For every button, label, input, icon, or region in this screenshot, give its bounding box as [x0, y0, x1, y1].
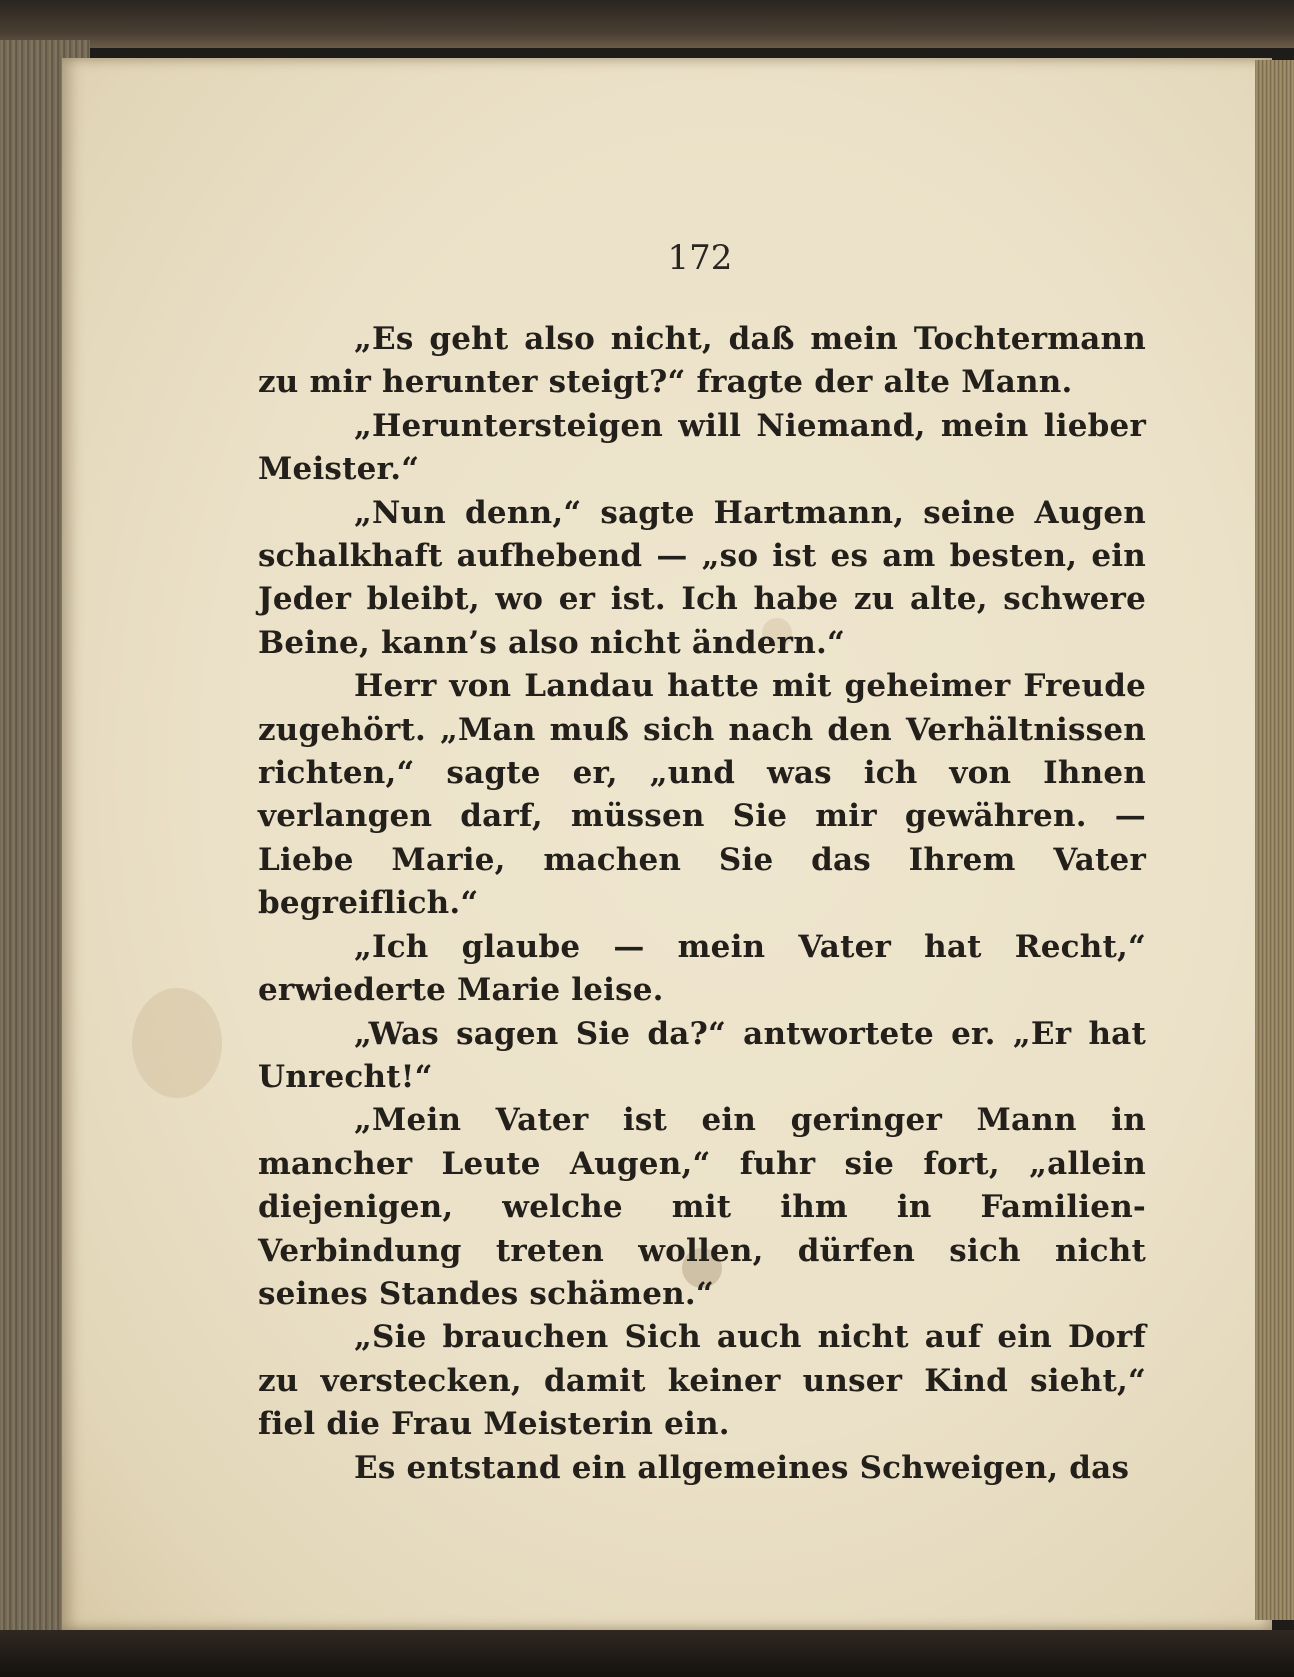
paragraph: „Heruntersteigen will Niemand, mein lieber Meister.“: [258, 407, 1146, 488]
paragraph: „Nun denn,“ sagte Hartmann, seine Augen schalkhaft aufhebend — „so ist es am besten, ein Jeder bleibt, wo er ist. Ich habe zu alte, schwere Beine, kann’s also nicht ändern.“: [258, 494, 1146, 661]
book-bottom-edge: [0, 1630, 1294, 1677]
paragraph: „Was sagen Sie da?“ antwortete er. „Er hat Unrecht!“: [258, 1015, 1146, 1095]
page-number: 172: [667, 238, 733, 278]
paragraph: Herr von Landau hatte mit geheimer Freude zugehört. „Man muß sich nach den Verhältnissen richten,“ sagte er, „und was ich von Ihnen verlangen darf, müssen Sie mir gewähren. — Liebe Marie, machen Sie das Ihrem Vater begreiflich.“: [258, 668, 1146, 922]
paper-stain: [132, 988, 222, 1098]
book-top-edge: [0, 0, 1294, 48]
paragraph: „Ich glaube — mein Vater hat Recht,“ erwiederte Marie leise.: [258, 928, 1146, 1009]
paragraph: „Mein Vater ist ein geringer Mann in mancher Leute Augen,“ fuhr sie fort, „allein diejenigen, welche mit ihm in Familien-Verbindung treten wollen, dürfen sich nicht seines Standes schämen.“: [258, 1102, 1146, 1312]
page-stack-right: [1255, 60, 1294, 1620]
page-body-text: [258, 318, 1146, 1490]
paragraph: Es entstand ein allgemeines Schweigen, das: [354, 1449, 1130, 1486]
paragraph: „Sie brauchen Sich auch nicht auf ein Dorf zu verstecken, damit keiner unser Kind sieht,“ fiel die Frau Meisterin ein.: [258, 1319, 1146, 1443]
paragraph: „Es geht also nicht, daß mein Tochtermann zu mir herunter steigt?“ fragte der alte Mann.: [258, 321, 1146, 401]
